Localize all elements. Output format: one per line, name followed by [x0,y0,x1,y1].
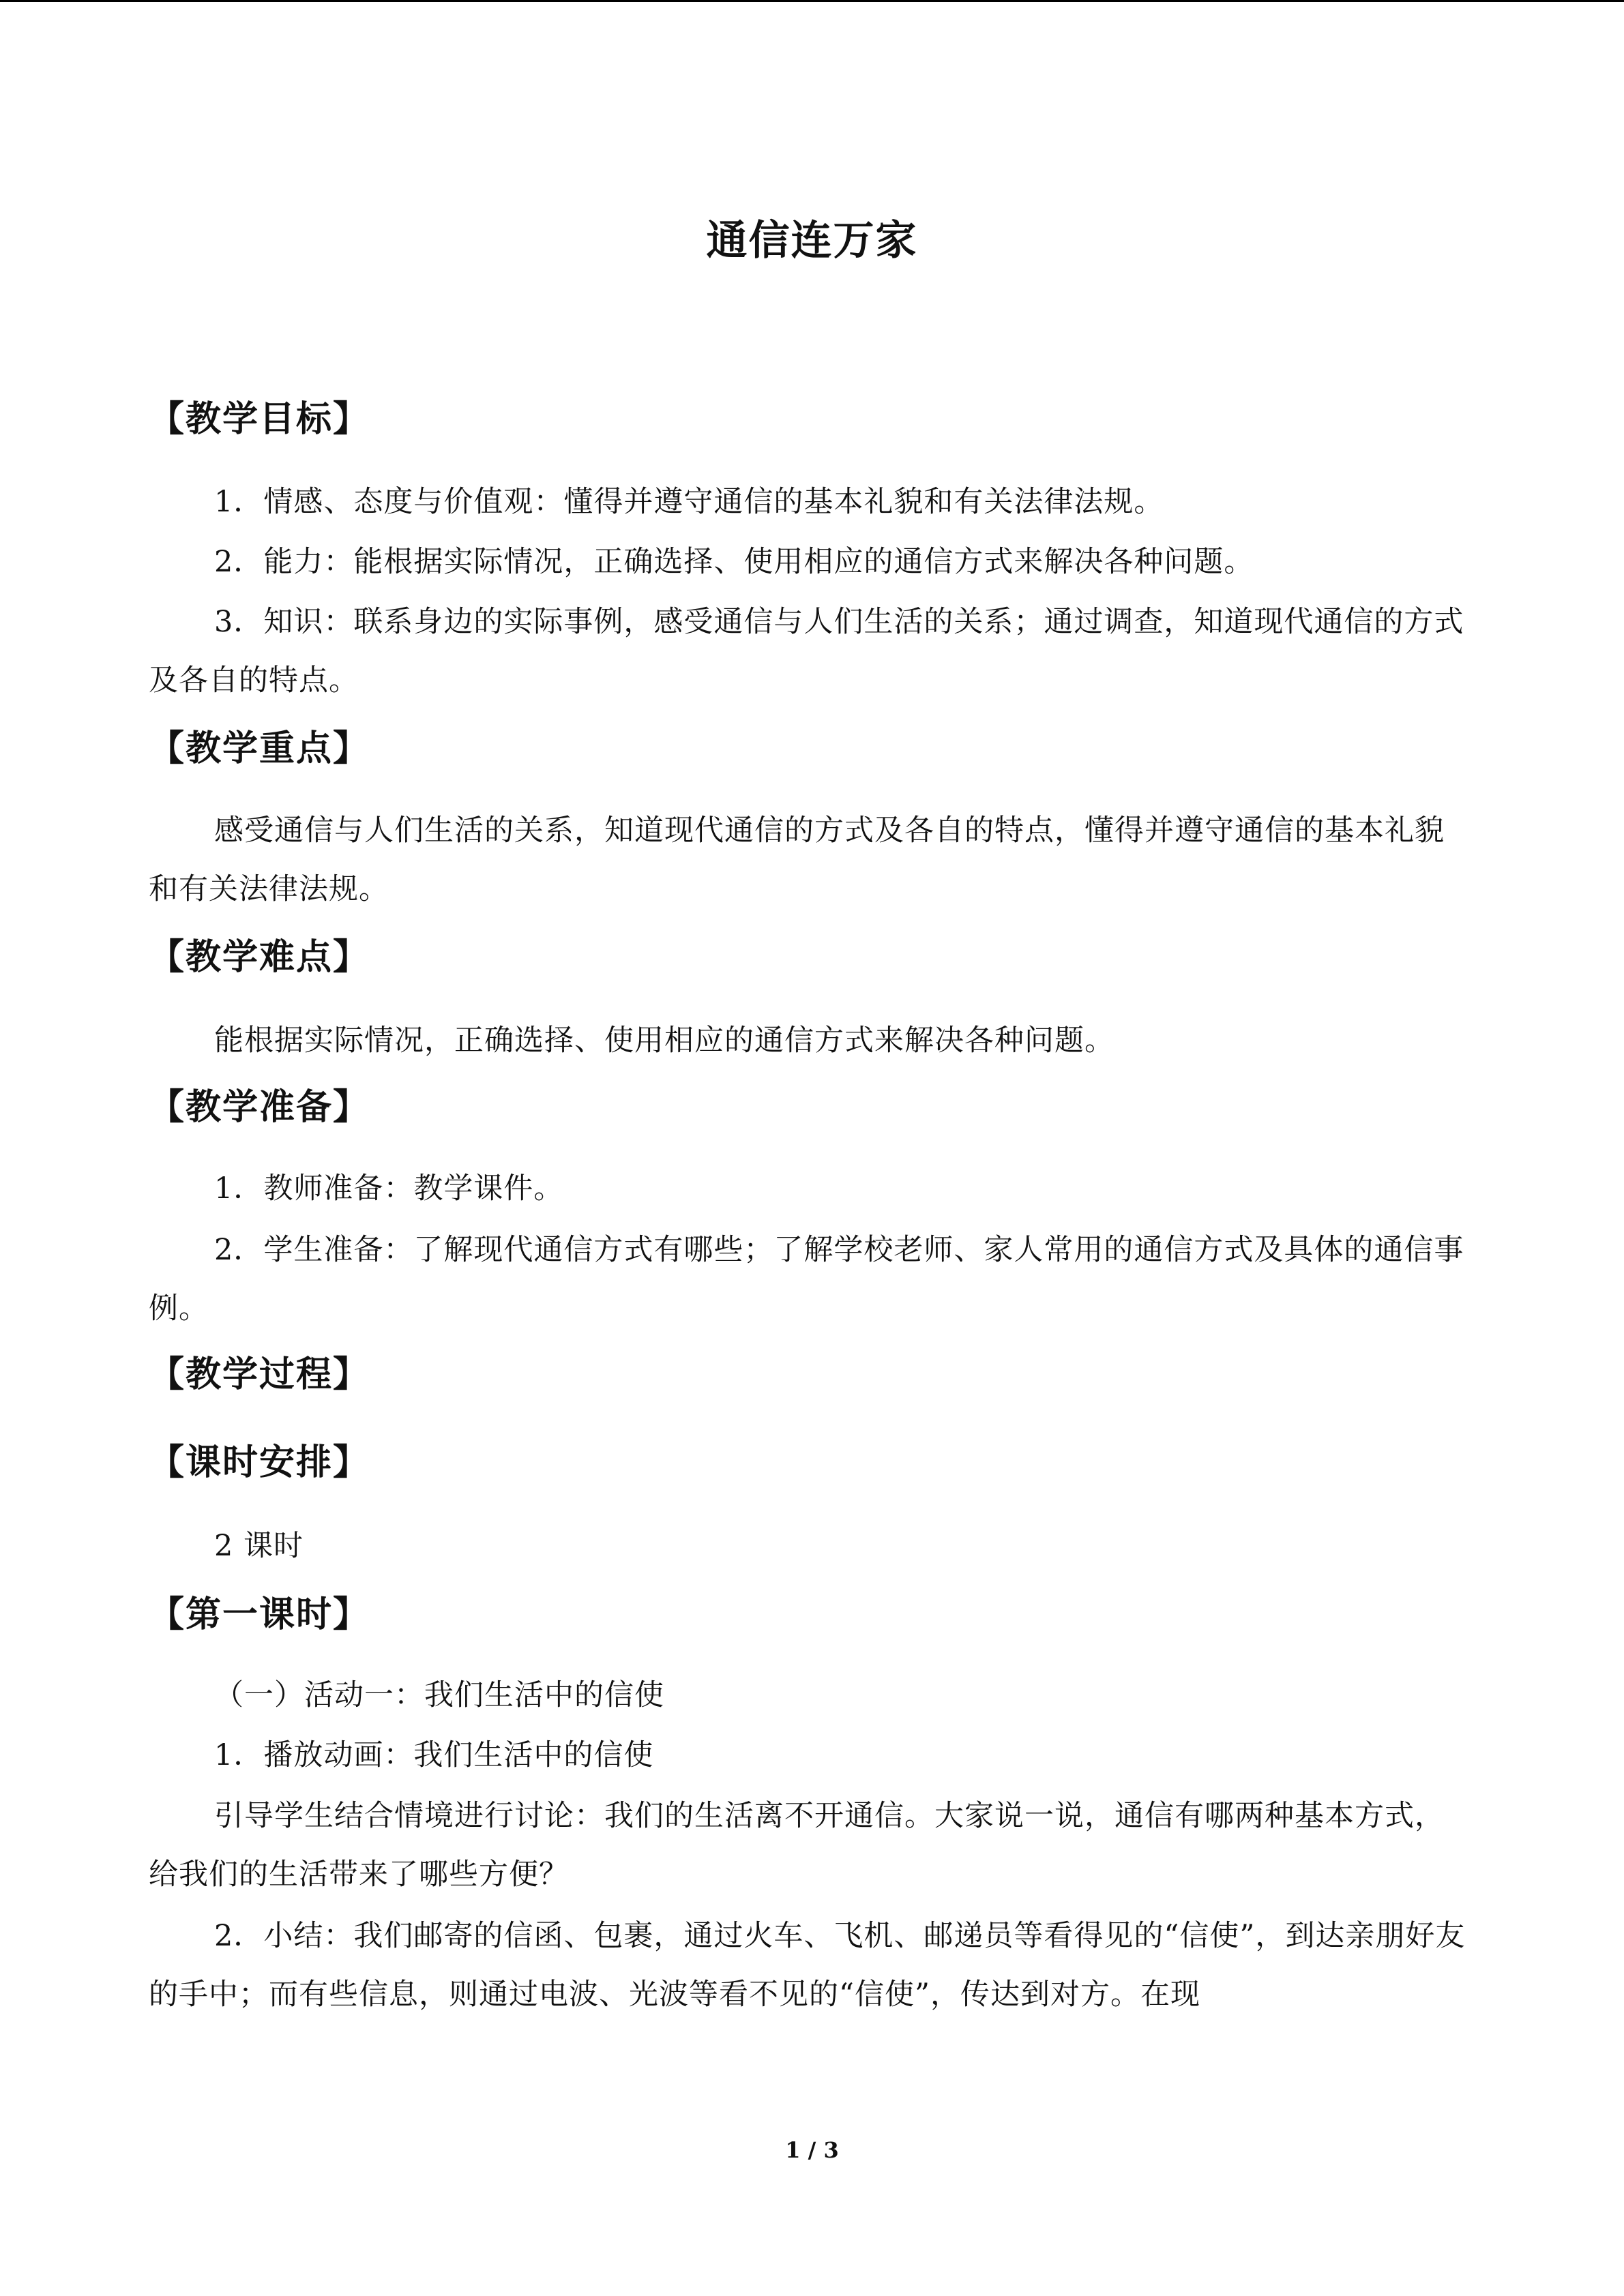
top-border-line [0,0,1624,2]
summary-text: 2．小结：我们邮寄的信函、包裹，通过火车、飞机、邮递员等看得见的“信使”，到达亲朋好友的手中；而有些信息，则通过电波、光波等看不见的“信使”，传达到对方。在现 [149,1919,1466,2012]
preparation-item-2: 2．学生准备：了解现代通信方式有哪些；了解学校老师、家人常用的通信方式及具体的通信事例。 [149,1233,1464,1326]
discussion-text: 引导学生结合情境进行讨论：我们的生活离不开通信。大家说一说，通信有哪两种基本方式，给我们的生活带来了哪些方便？ [149,1799,1445,1892]
page-number: 1 / 3 [785,2137,839,2163]
schedule-text: 2 课时 [214,1529,304,1563]
preparation-item-1: 1．教师准备：教学课件。 [214,1172,564,1206]
key-points-text: 感受通信与人们生活的关系，知道现代通信的方式及各自的特点，懂得并遵守通信的基本礼貌和有关法律法规。 [149,814,1445,906]
objective-item-1: 1．情感、态度与价值观：懂得并遵守通信的基本礼貌和有关法律法规。 [214,485,1164,519]
heading-process: 【教学过程】 [149,1354,370,1395]
heading-preparation: 【教学准备】 [149,1087,370,1128]
heading-schedule: 【课时安排】 [149,1442,370,1483]
objective-item-2: 2．能力：能根据实际情况，正确选择、使用相应的通信方式来解决各种问题。 [214,545,1254,579]
document-title: 通信连万家 [706,217,918,265]
objective-item-3: 3．知识：联系身边的实际事例，感受通信与人们生活的关系；通过调查，知道现代通信的方式及各自的特点。 [149,605,1464,698]
lesson-step-1: 1．播放动画：我们生活中的信使 [214,1738,654,1772]
heading-difficulties: 【教学难点】 [149,937,370,978]
activity-title: （一）活动一：我们生活中的信使 [214,1678,664,1712]
heading-key-points: 【教学重点】 [149,728,370,769]
heading-first-lesson: 【第一课时】 [149,1594,370,1635]
difficulties-text: 能根据实际情况，正确选择、使用相应的通信方式来解决各种问题。 [214,1024,1114,1058]
heading-objectives: 【教学目标】 [149,399,370,440]
